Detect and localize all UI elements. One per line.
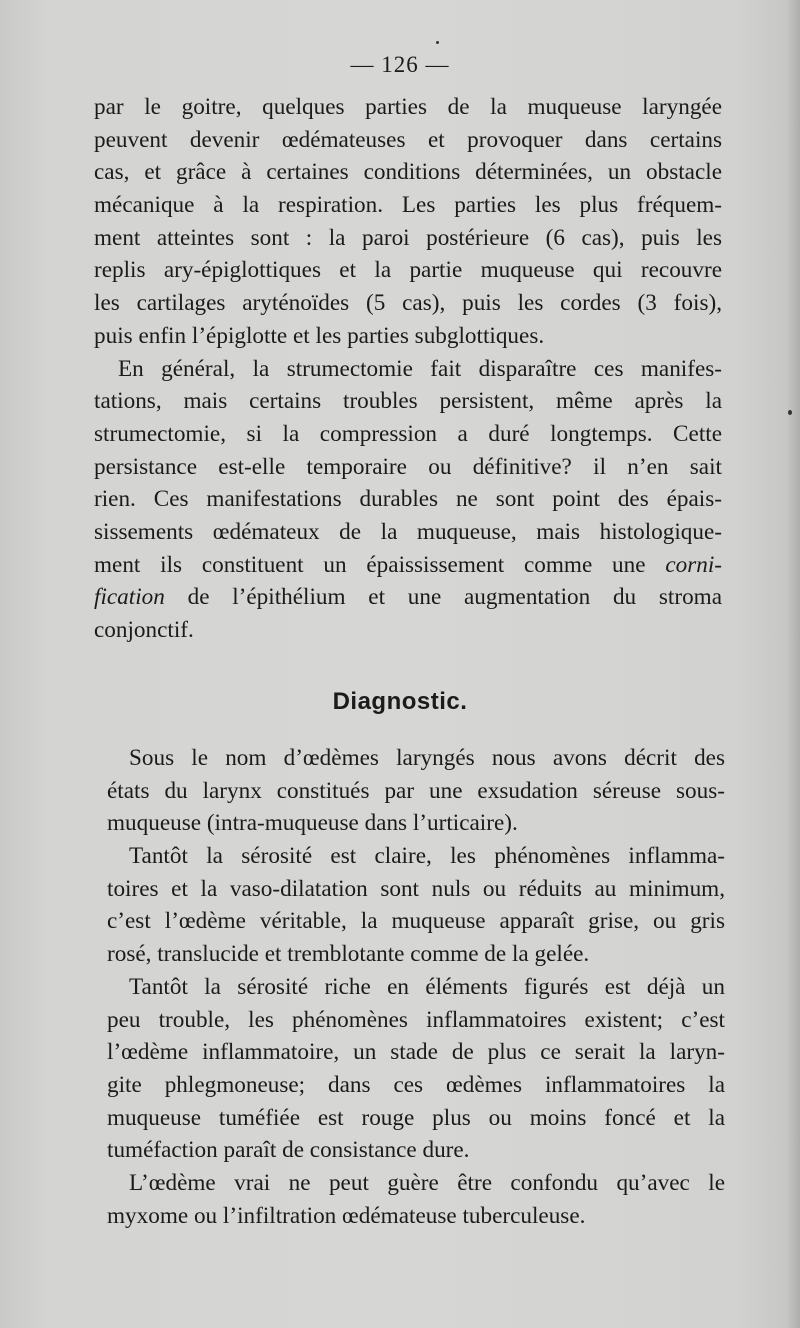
text-line: sissements œdémateux de la muqueuse, mais histologique- bbox=[94, 518, 722, 545]
italic-word: fication bbox=[94, 584, 165, 611]
page-number: — 126 — bbox=[350, 52, 450, 77]
text-line bbox=[94, 549, 722, 582]
text-line: muqueuse tuméfiée est rouge plus ou moins foncé et la bbox=[107, 1104, 725, 1131]
text-line: rien. Ces manifestations durables ne sont point des épais- bbox=[94, 486, 722, 513]
text-line: toires et la vaso-dilatation sont nuls ou réduits au minimum, bbox=[107, 875, 725, 902]
paper-speck bbox=[436, 41, 439, 44]
text-block-top bbox=[94, 91, 722, 647]
section-heading: Diagnostic. bbox=[332, 688, 468, 715]
text-line: rosé, translucide et tremblotante comme de la gelée. bbox=[107, 941, 590, 968]
paragraph bbox=[107, 840, 725, 971]
text-line: l’œdème inflammatoire, un stade de plus ce serait la laryn- bbox=[107, 1039, 725, 1066]
text-line: gite phlegmoneuse; dans ces œdèmes inflammatoires la bbox=[107, 1071, 725, 1098]
text-block-bottom bbox=[107, 742, 725, 1232]
text-line: ment atteintes sont : la paroi postérieure (6 cas), puis les bbox=[94, 224, 722, 251]
text-line-part: ment ils constituent un épaississement comme une bbox=[94, 551, 646, 578]
text-line: En général, la strumectomie fait disparaître ces manifes- bbox=[118, 355, 722, 382]
text-line: cas, et grâce à certaines conditions déterminées, un obstacle bbox=[94, 159, 722, 186]
page-edge-shadow bbox=[786, 0, 800, 1328]
text-line: strumectomie, si la compression a duré longtemps. Cette bbox=[94, 420, 722, 447]
text-line: les cartilages aryténoïdes (5 cas), puis les cordes (3 fois), bbox=[94, 290, 722, 317]
text-line: tuméfaction paraît de consistance dure. bbox=[107, 1137, 470, 1164]
text-line: Tantôt la sérosité est claire, les phénomènes inflamma- bbox=[129, 843, 725, 870]
text-line: par le goitre, quelques parties de la muqueuse laryngée bbox=[94, 94, 722, 120]
paragraph bbox=[107, 971, 725, 1167]
text-line bbox=[94, 581, 722, 614]
text-line: peuvent devenir œdémateuses et provoquer dans certains bbox=[94, 126, 722, 153]
text-line: persistance est-elle temporaire ou définitive? il n’en sait bbox=[94, 453, 722, 480]
text-line: Tantôt la sérosité riche en éléments figurés est déjà un bbox=[129, 973, 725, 1000]
paragraph bbox=[107, 742, 725, 840]
paragraph bbox=[107, 1167, 725, 1232]
text-line-part: de l’épithélium et une augmentation du stroma bbox=[187, 584, 723, 611]
text-line: puis enfin l’épiglotte et les parties subglottiques. bbox=[94, 322, 545, 349]
text-line: conjonctif. bbox=[94, 617, 194, 643]
text-line: L’œdème vrai ne peut guère être confondu qu’avec le bbox=[129, 1169, 725, 1196]
text-line: myxome ou l’infiltration œdémateuse tuberculeuse. bbox=[107, 1202, 586, 1229]
paragraph bbox=[94, 353, 722, 647]
text-line: peu trouble, les phénomènes inflammatoires existent; c’est bbox=[107, 1006, 725, 1033]
text-line: états du larynx constitués par une exsudation séreuse sous- bbox=[107, 777, 725, 804]
paper-speck bbox=[788, 410, 792, 415]
italic-word: corni- bbox=[665, 551, 722, 578]
paragraph bbox=[94, 91, 722, 353]
text-line: replis ary-épiglottiques et la partie muqueuse qui recouvre bbox=[94, 257, 722, 284]
text-line: tations, mais certains troubles persistent, même après la bbox=[94, 388, 722, 415]
text-line: mécanique à la respiration. Les parties les plus fréquem- bbox=[94, 192, 722, 219]
text-line: c’est l’œdème véritable, la muqueuse apparaît grise, ou gris bbox=[107, 908, 725, 935]
text-line: Sous le nom d’œdèmes laryngés nous avons décrit des bbox=[129, 745, 725, 771]
text-line: muqueuse (intra-muqueuse dans l’urticaire). bbox=[107, 810, 518, 837]
